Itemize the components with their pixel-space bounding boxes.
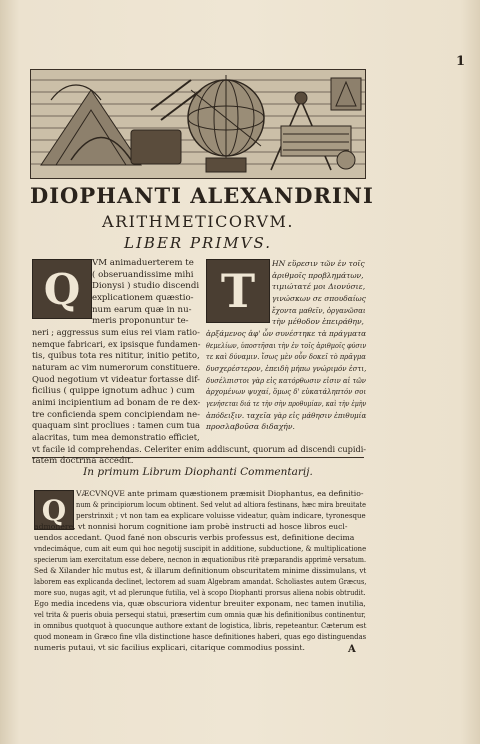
commentary-line: specierum iam exercitatum esse debere, necnon in æquationibus ritè præparandis apprimè versatum. [34, 555, 367, 564]
latin-line: vt facile id comprehendas. Celeriter enim addiscunt, quorum ad discendi cupidi- [32, 445, 367, 455]
page-number: 1 [456, 54, 466, 69]
commentary-line: in omnibus quotquot à quocunque authore extant de logistica, libris, repeteantur. Cæterum est [34, 621, 367, 630]
greek-line: ἀριθμοῖς προβλημάτων, [272, 271, 364, 280]
greek-line: δυσχερέστερον, ἐπειδὴ μήπω γνώριμόν ἐστι, [206, 364, 367, 373]
greek-line: γενήσεται διά τε τὴν σὴν προθυμίαν, καὶ τὴν ἐμὴν [206, 399, 367, 408]
latin-line: meris proponuntur te- [92, 316, 189, 326]
commentary-line: Sed & Xilander hîc mutus est, & illarum definitionum obscuritatem minime dissimulans, vt [34, 566, 367, 575]
greek-line: ΗΝ εὕρεσιν τῶν ἐν τοῖς [272, 259, 365, 268]
greek-line: τε καὶ δύναμιν. ἴσως μὲν οὖν δοκεῖ τὸ πρᾶγμα [206, 352, 366, 361]
latin-line: alacritas, tum mea demonstratio efficiet, [32, 433, 200, 443]
greek-line: δυσέλπιστοι γὰρ εἰς κατόρθωσιν εἰσιν αἱ τῶν [206, 376, 366, 385]
engraved-headpiece [30, 69, 366, 179]
title-work: ARITHMETICORVM. [102, 212, 294, 231]
headpiece-illustration [31, 70, 365, 178]
commentary-line: numeris putaui, vt sic facilius explicari, citarique commodius possint. [34, 643, 305, 652]
latin-line: tre conficienda spem concipiendam ne- [32, 410, 200, 420]
commentary-line: admonere, vt nonnisi horum cognitione iam probè instructi ad hosce libros eucl- [34, 522, 348, 531]
greek-line: ἔχοντα μαθεῖν, ὀργανῶσαι [272, 306, 366, 315]
latin-line: tatem doctrina accedit. [32, 456, 134, 466]
greek-line: τιμιώτατέ μοι Διονύσιε, [272, 282, 366, 291]
greek-dropcap-letter: T [220, 264, 256, 318]
latin-line: neri ; aggressus sum eius rei viam ratio- [32, 328, 200, 338]
latin-line: Dionysi ) studio discendi [92, 281, 200, 291]
commentary-line: vndecimáque, cum ait eum qui hoc negotij suscipit in additione, subductione, & multiplicatione [34, 544, 367, 553]
latin-line: tis, quibus tota res nititur, initio petito, [32, 351, 200, 361]
title-book: LIBER PRIMVS. [124, 234, 272, 252]
greek-line: ἀρξάμενος ἀφ' ὧν συνέστηκε τὰ πράγματα [206, 329, 367, 338]
latin-line: ficilius ( quippe ignotum adhuc ) cum [32, 386, 195, 396]
commentary-line: num & principiorum locum obtinent. Sed velut ad altiora festinans, hæc mira breuitate [76, 500, 367, 509]
commentary-line: laborem eas explicanda declinet, lectorem ad suam Algebram amandat. Scholiastes autem Græcus, [34, 577, 367, 586]
commentary-line: quod moneam in Græco fine vlla distinctione hasce definitiones haberi, quas ego distinguendas [34, 632, 367, 641]
commentary-dropcap-letter: Q [41, 493, 67, 527]
greek-line: γινώσκων σε σπουδαίως [272, 294, 366, 303]
greek-line: προσλαβοῦσα διδαχήν. [206, 422, 295, 431]
commentary-line: Ego media incedens via, quæ obscuriora videntur breuiter exponam, nec tamen inutilia, [34, 599, 366, 608]
commentary-line: vel trita & pueris obuia persequi statui, præsertim cum omnia quæ his definitionibus continentur, [34, 610, 366, 619]
latin-line: num earum quæ in nu- [92, 305, 192, 315]
commentary-line: uendos accedant. Quod fané non obscuris verbis professus est, definitione decima [34, 533, 355, 542]
title-author: DIOPHANTI ALEXANDRINI [30, 183, 374, 208]
latin-line: ( obseruandissime mihi [92, 270, 194, 280]
latin-line: VM animaduerterem te [92, 258, 194, 268]
greek-line: ἀρχομένων ψυχαί, ὅμως δ' εὐκατάληπτόν σοι [206, 387, 367, 396]
section-rule [32, 457, 364, 458]
commentary-line: more suo, nugas agit, vt ad plerunque futilia, vel à scopo Diophanti prorsus aliena nobis obtrudit. [34, 588, 366, 597]
latin-line: nemque fabricari, ex ipsisque fundamen- [32, 340, 201, 350]
latin-line: quaquam sint procliues : tamen cum tua [32, 421, 201, 431]
signature-mark: A [348, 644, 356, 655]
commentary-line: perstrinxit ; vt non tam ea explicare voluisse videatur, quàm indicare, tyronesque [76, 511, 366, 520]
latin-line: Quod negotium vt videatur fortasse dif- [32, 375, 200, 385]
commentary-line: VÆCVNQVE ante primam quæstionem præmisit Diophantus, ea definitio- [76, 489, 364, 498]
commentary-heading: In primum Librum Diophanti Commentarij. [83, 466, 313, 478]
latin-line: explicationem quæstio- [92, 293, 194, 303]
latin-line: naturam ac vim numerorum constituere. [32, 363, 201, 373]
latin-dropcap [32, 259, 92, 319]
latin-dropcap-letter: Q [43, 264, 81, 314]
latin-line: animi incipientium ad bonam de re dex- [32, 398, 201, 408]
greek-line: θεμελίων, ὑποστῆσαι τὴν ἐν τοῖς ἀριθμοῖς φύσιν [206, 341, 367, 350]
greek-dropcap [206, 259, 270, 323]
greek-line: τὴν μέθοδον ἐπειράθην, [272, 317, 364, 326]
greek-line: ἀπόδειξιν. ταχεῖα γὰρ εἰς μάθησιν ἐπιθυμία [206, 411, 367, 420]
